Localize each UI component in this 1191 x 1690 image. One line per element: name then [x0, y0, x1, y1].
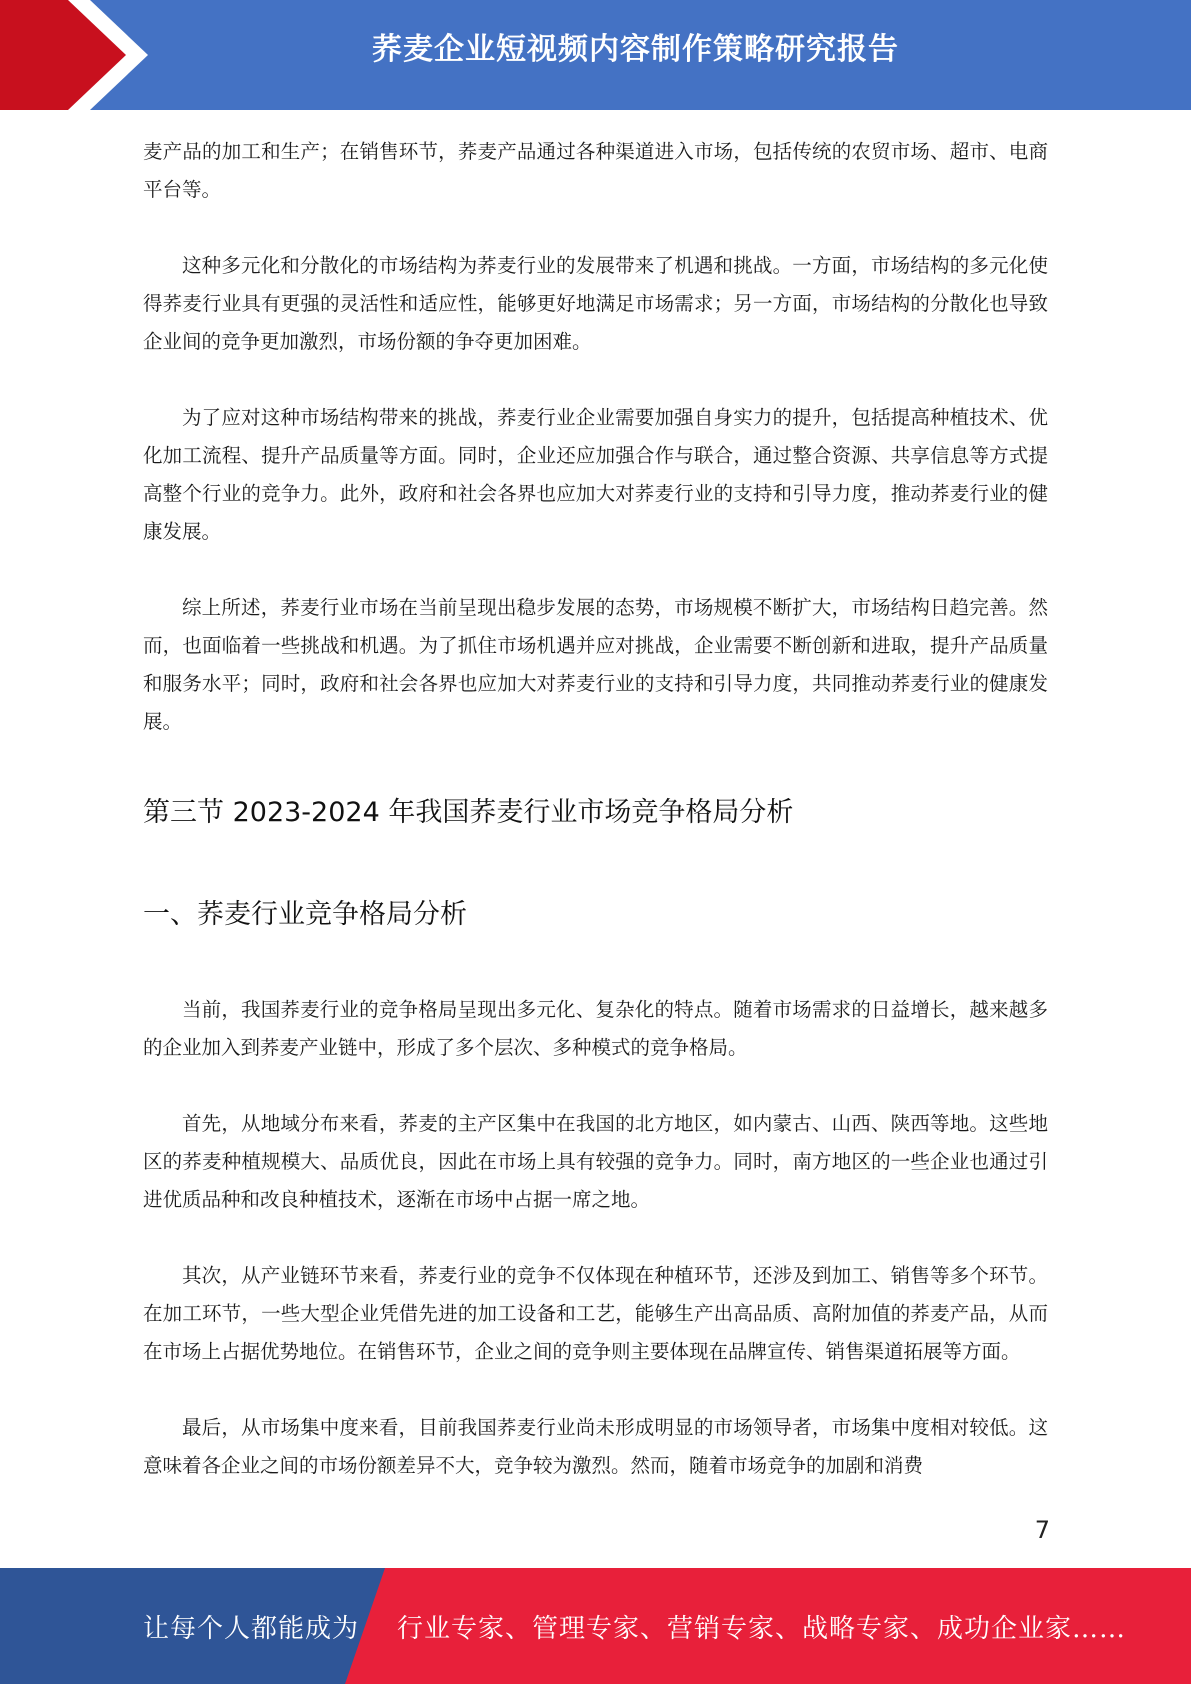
header-banner: [0, 0, 1191, 110]
paragraph-2: 这种多元化和分散化的市场结构为荞麦行业的发展带来了机遇和挑战。一方面，市场结构的多元化使得荞麦行业具有更强的灵活性和适应性，能够更好地满足市场需求；另一方面，市场结构的分散化也导致企业间的竞争更加激烈，市场份额的争夺更加困难。: [143, 254, 1048, 353]
section-title: 第三节 2023-2024 年我国荞麦行业市场竞争格局分析: [143, 797, 794, 828]
arrow-decoration-icon: [0, 0, 160, 110]
paragraph-8: 最后，从市场集中度来看，目前我国荞麦行业尚未形成明显的市场领导者，市场集中度相对较低。这意味着各企业之间的市场份额差异不大，竞争较为激烈。然而，随着市场竞争的加剧和消费: [143, 1416, 1048, 1477]
paragraph-4: 综上所述，荞麦行业市场在当前呈现出稳步发展的态势，市场规模不断扩大，市场结构日趋完善。然而，也面临着一些挑战和机遇。为了抓住市场机遇并应对挑战，企业需要不断创新和进取，提升产品质量和服务水平；同时，政府和社会各界也应加大对荞麦行业的支持和引导力度，共同推动荞麦行业的健康发展。: [143, 596, 1048, 733]
paragraph-7: 其次，从产业链环节来看，荞麦行业的竞争不仅体现在种植环节，还涉及到加工、销售等多个环节。在加工环节，一些大型企业凭借先进的加工设备和工艺，能够生产出高品质、高附加值的荞麦产品，从而在市场上占据优势地位。在销售环节，企业之间的竞争则主要体现在品牌宣传、销售渠道拓展等方面。: [143, 1264, 1048, 1363]
paragraph-1: 麦产品的加工和生产；在销售环节，荞麦产品通过各种渠道进入市场，包括传统的农贸市场、超市、电商平台等。: [143, 140, 1048, 201]
page-number: 7: [1034, 1516, 1050, 1544]
report-title: 荞麦企业短视频内容制作策略研究报告: [372, 32, 899, 67]
paragraph-5: 当前，我国荞麦行业的竞争格局呈现出多元化、复杂化的特点。随着市场需求的日益增长，越来越多的企业加入到荞麦产业链中，形成了多个层次、多种模式的竞争格局。: [143, 998, 1048, 1059]
footer-banner: [0, 1568, 1191, 1684]
footer-roles: 行业专家、管理专家、营销专家、战略专家、成功企业家……: [397, 1614, 1127, 1644]
footer-slogan: 让每个人都能成为: [143, 1614, 360, 1644]
page-content: [143, 133, 1048, 1485]
paragraph-6: 首先，从地域分布来看，荞麦的主产区集中在我国的北方地区，如内蒙古、山西、陕西等地。这些地区的荞麦种植规模大、品质优良，因此在市场上具有较强的竞争力。同时，南方地区的一些企业也通过引进优质品种和改良种植技术，逐渐在市场中占据一席之地。: [143, 1112, 1048, 1211]
subsection-title: 一、荞麦行业竞争格局分析: [143, 899, 467, 930]
paragraph-3: 为了应对这种市场结构带来的挑战，荞麦行业企业需要加强自身实力的提升，包括提高种植技术、优化加工流程、提升产品质量等方面。同时，企业还应加强合作与联合，通过整合资源、共享信息等方式提高整个行业的竞争力。此外，政府和社会各界也应加大对荞麦行业的支持和引导力度，推动荞麦行业的健康发展。: [143, 406, 1048, 543]
